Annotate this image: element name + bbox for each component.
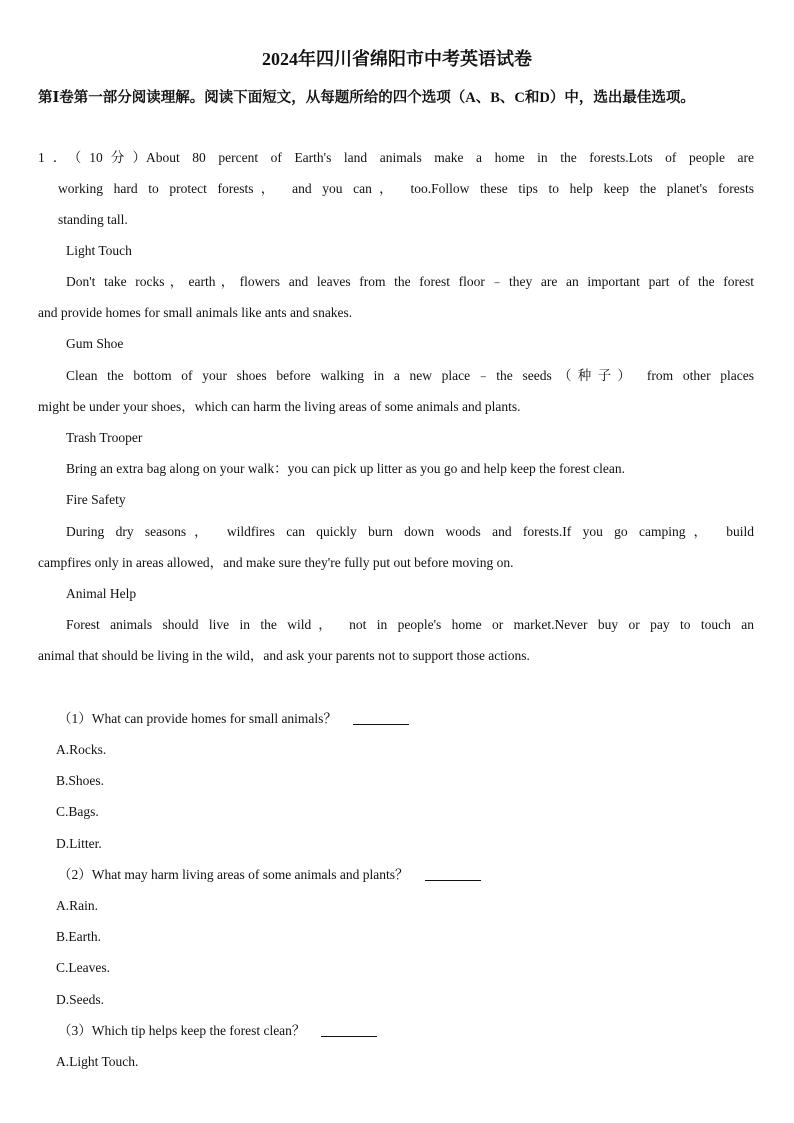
answer-blank[interactable] <box>353 710 409 725</box>
tip-heading-animal-help: Animal Help <box>66 586 137 601</box>
question-1-intro-line-1: 1．（10分）About 80 percent of Earth's land animals make a home in the forests.Lots of people are <box>38 142 754 173</box>
option: B.Shoes. <box>56 773 105 788</box>
option: D.Litter. <box>56 836 102 851</box>
answer-blank[interactable] <box>321 1022 377 1037</box>
tip-line: During dry seasons， wildfires can quickly burn down woods and forests.If you go camping， build <box>66 524 754 539</box>
tip-heading-trash-trooper: Trash Trooper <box>66 430 143 445</box>
tip-line: and provide homes for small animals like ants and snakes. <box>38 305 353 320</box>
option: A.Rain. <box>56 898 98 913</box>
subquestion-3-stem: （3）Which tip helps keep the forest clean？ <box>58 1015 377 1046</box>
question-1-intro-line-2: working hard to protect forests， and you can， too.Follow these tips to help keep the planet's forests <box>58 181 754 196</box>
question-number: 1．（10分） <box>38 150 146 165</box>
option: A.Light Touch. <box>56 1054 139 1069</box>
option: A.Rocks. <box>56 742 107 757</box>
tip-line: might be under your shoes，which can harm the living areas of some animals and plants. <box>38 399 521 414</box>
tip-line: Don't take rocks，earth，flowers and leaves from the forest floor﹣they are an important part of the forest <box>66 274 754 289</box>
answer-blank[interactable] <box>425 866 481 881</box>
page-title: 2024年四川省绵阳市中考英语试卷 <box>262 49 532 69</box>
question-1-intro-line-3: standing tall. <box>58 212 128 227</box>
tip-line: Bring an extra bag along on your walk：you can pick up litter as you go and help keep the forest clean. <box>66 461 625 476</box>
subquestion-2-stem: （2）What may harm living areas of some animals and plants？ <box>58 859 481 890</box>
section-instruction: 第Ⅰ卷第一部分阅读理解。阅读下面短文，从每题所给的四个选项（A、B、C和D）中，选出最佳选项。 <box>38 90 695 106</box>
tip-heading-fire-safety: Fire Safety <box>66 492 126 507</box>
tip-heading-gum-shoe: Gum Shoe <box>66 336 124 351</box>
option: B.Earth. <box>56 929 101 944</box>
option: D.Seeds. <box>56 992 104 1007</box>
tip-line: animal that should be living in the wild，and ask your parents not to support those actions. <box>38 648 530 663</box>
tip-line: campfires only in areas allowed，and make sure they're fully put out before moving on. <box>38 555 514 570</box>
tip-heading-light-touch: Light Touch <box>66 243 132 258</box>
tip-line: Clean the bottom of your shoes before walking in a new place﹣the seeds（种子） from other places <box>66 368 754 383</box>
tip-line: Forest animals should live in the wild， not in people's home or market.Never buy or pay to touch an <box>66 617 754 632</box>
option: C.Bags. <box>56 804 99 819</box>
option: C.Leaves. <box>56 960 110 975</box>
subquestion-1-stem: （1）What can provide homes for small animals？ <box>58 703 409 734</box>
